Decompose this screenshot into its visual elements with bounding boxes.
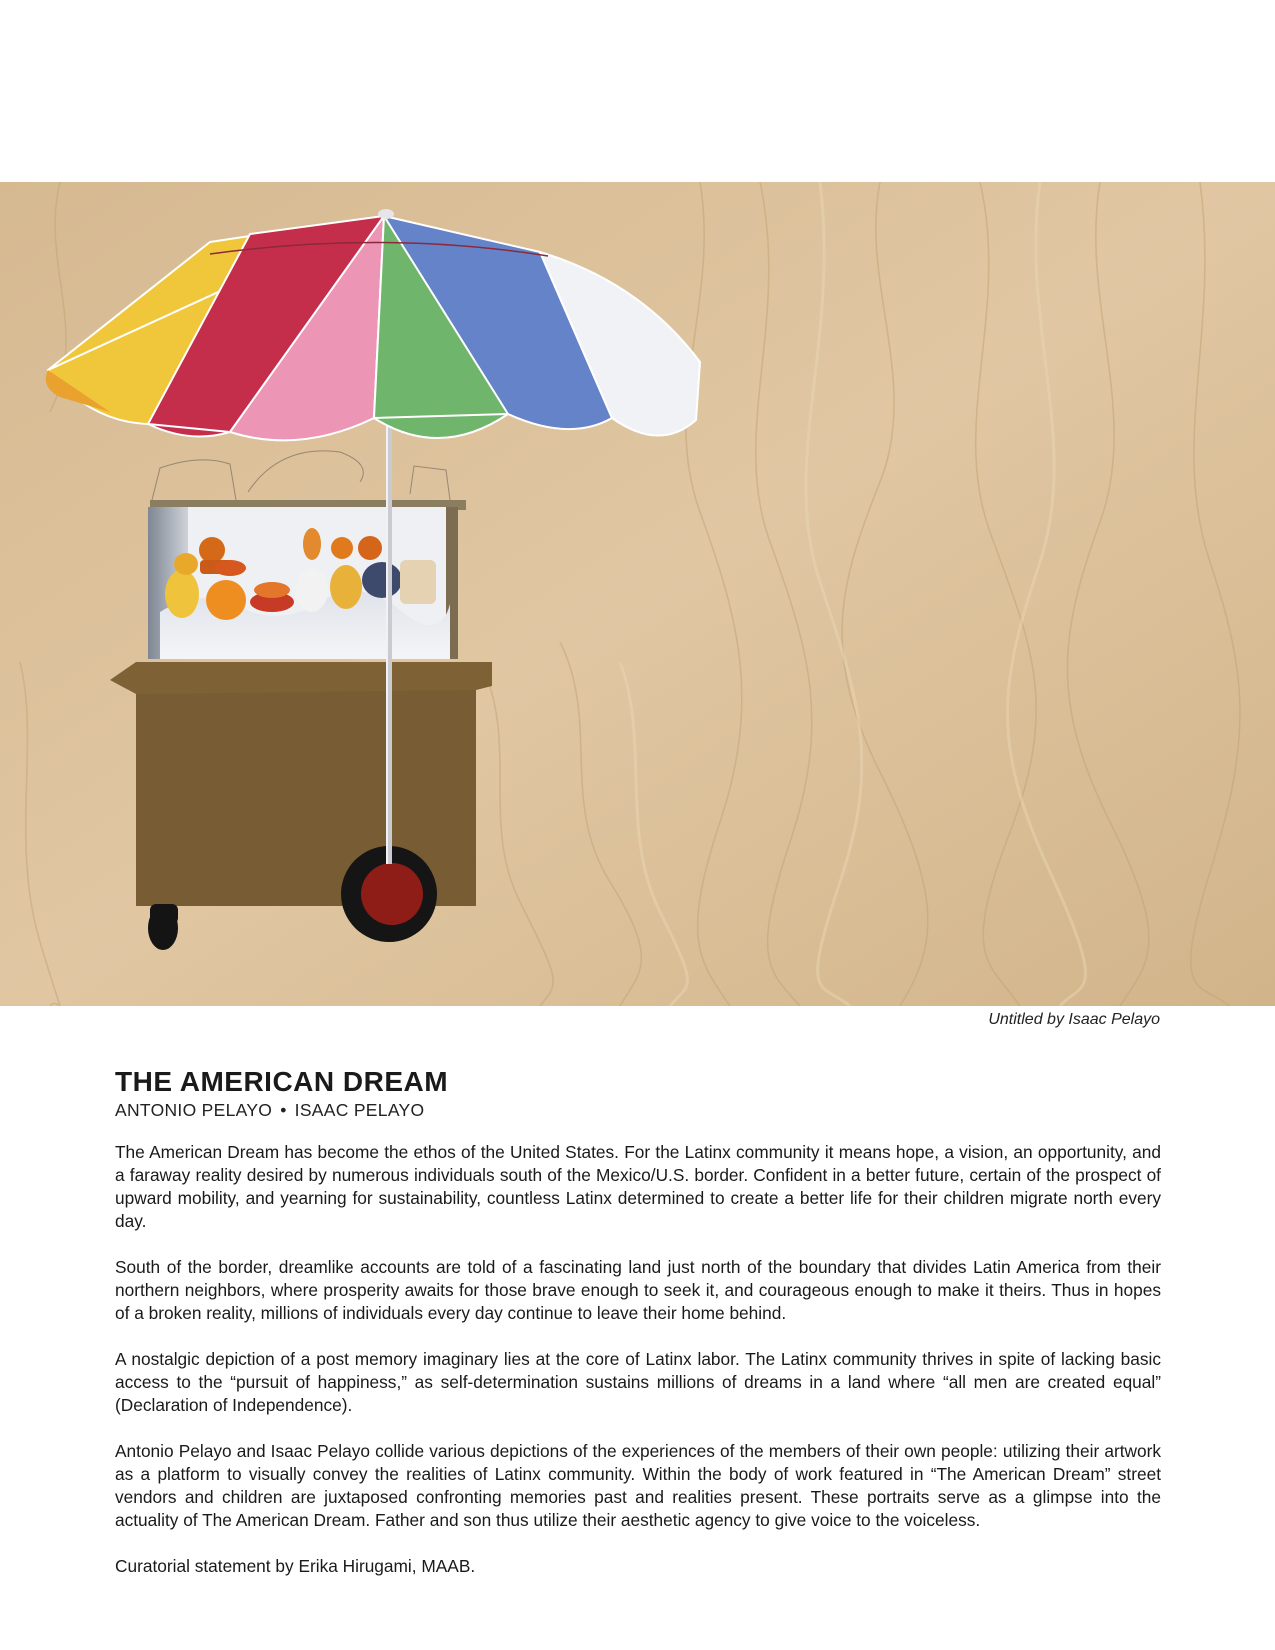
- article-title: THE AMERICAN DREAM: [115, 1066, 449, 1097]
- paragraph-4: Antonio Pelayo and Isaac Pelayo collide various depictions of the experiences of the members of their own people: utilizing their artwork as a platform to visually convey the realities of Latinx community. Within the body of work featured in “The American Dream” street vendors and children are juxtaposed confronting memories past and realities present. These portraits serve as a glimpse into the actuality of The American Dream. Father and son thus utilize their aesthetic agency to give voice to the voiceless.: [115, 1441, 1161, 1530]
- article: [115, 1066, 1161, 1578]
- paragraph-2: South of the border, dreamlike accounts are told of a fascinating land just north of the boundary that divides Latin America from their northern neighbors, where prosperity awaits for those brave enough to seek it, and courageous enough to make it theirs. Thus in hopes of a broken reality, millions of individuals every day continue to leave their home behind.: [115, 1257, 1161, 1323]
- author-antonio: ANTONIO PELAYO: [115, 1100, 273, 1120]
- cart-back-wheel: [148, 906, 178, 950]
- artwork-caption: Untitled by Isaac Pelayo: [988, 1011, 1160, 1028]
- author-separator: •: [280, 1100, 287, 1120]
- vendor-cart: [110, 500, 492, 950]
- article-authors: [115, 1099, 1161, 1121]
- umbrella-cap: [378, 209, 394, 219]
- curatorial-credit: Curatorial statement by Erika Hirugami, MAAB.: [115, 1556, 476, 1576]
- author-isaac: ISAAC PELAYO: [294, 1100, 425, 1120]
- article-body: [115, 1141, 1161, 1578]
- street-vendor-cart-painting: [0, 182, 1275, 1006]
- paragraph-3: A nostalgic depiction of a post memory imaginary lies at the core of Latinx labor. The Latinx community thrives in spite of lacking basic access to the “pursuit of happiness,” as self-determination sustains millions of dreams in a land where “all men are created equal” (Declaration of Independence).: [115, 1349, 1161, 1415]
- cart-wheel-hub: [361, 863, 423, 925]
- artwork-image: [0, 182, 1275, 1006]
- paragraph-1: The American Dream has become the ethos of the United States. For the Latinx community it means hope, a vision, an opportunity, and a faraway reality desired by numerous individuals south of the Mexico/U.S. border. Confident in a better future, certain of the prospect of upward mobility, and yearning for sustainability, countless Latinx determined to create a better life for their children migrate north every day.: [115, 1142, 1161, 1231]
